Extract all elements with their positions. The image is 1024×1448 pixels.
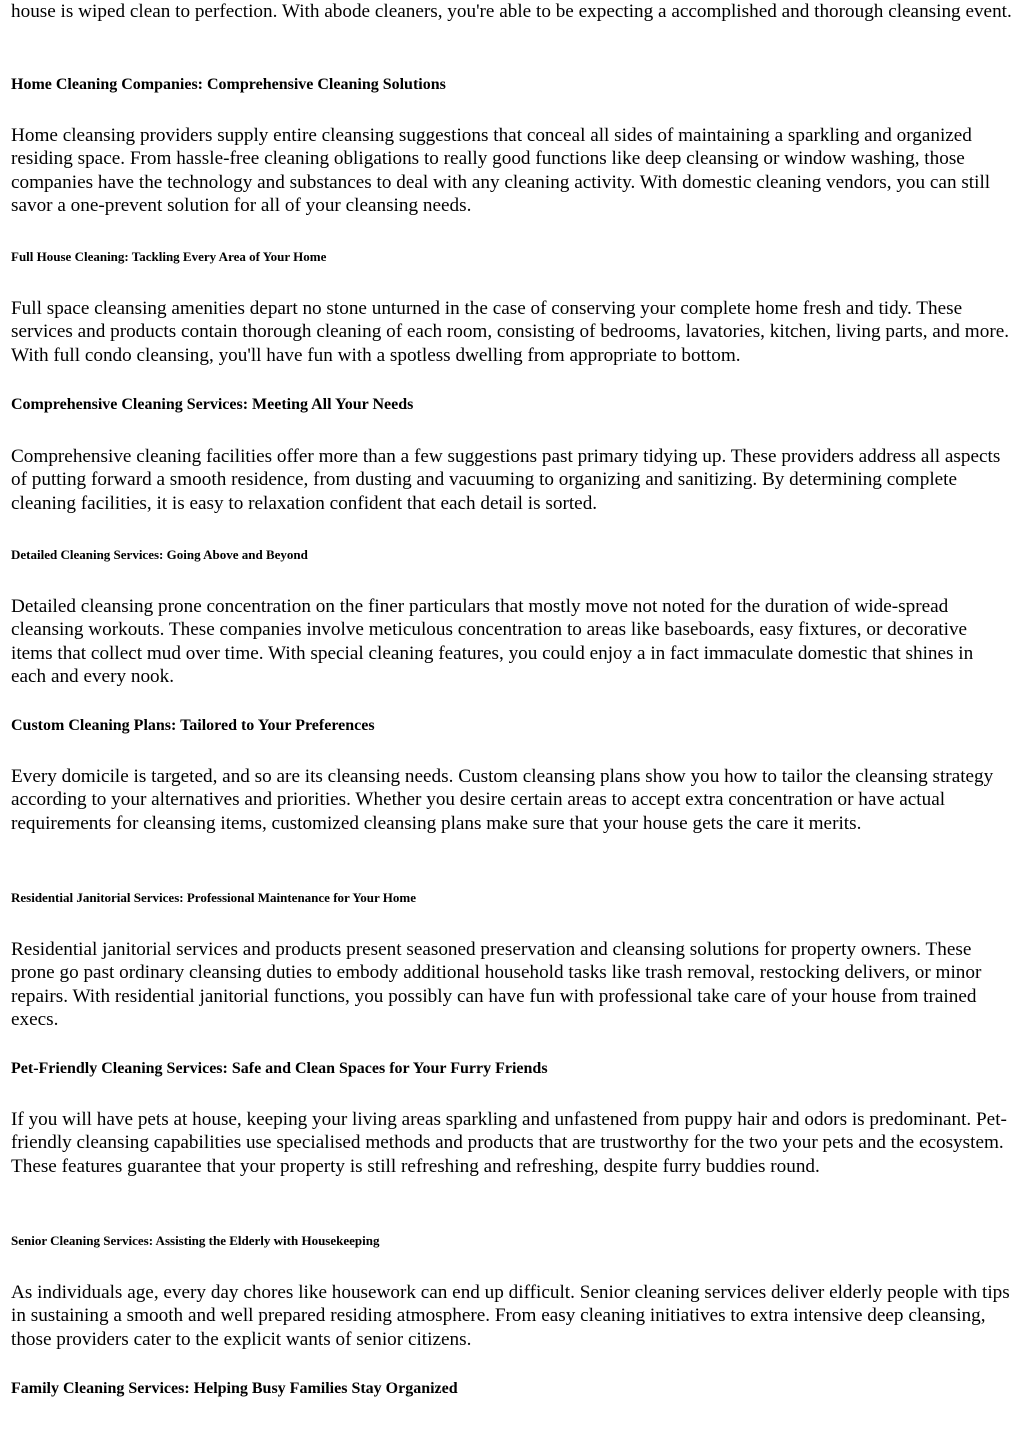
section-heading-custom-cleaning-plans: Custom Cleaning Plans: Tailored to Your Preferences <box>11 717 375 734</box>
section-paragraph-residential-janitorial: Residential janitorial services and products present seasoned preservation and cleansing solutions for property owners. These prone go past ordinary cleansing duties to embody additional household tasks like trash removal, restocking delivers, or minor repairs. With residential janitorial functions, you possibly can have fun with professional take care of your house from trained execs. <box>11 939 982 1030</box>
section-heading-full-house-cleaning: Full House Cleaning: Tackling Every Area of Your Home <box>11 249 327 264</box>
section-paragraph-full-house-cleaning: Full space cleansing amenities depart no stone unturned in the case of conserving your complete home fresh and tidy. These services and products contain thorough cleaning of each room, consisting of bedrooms, lavatories, kitchen, living parts, and more. With full condo cleansing, you'll have fun with a spotless dwelling from appropriate to bottom. <box>11 298 1010 366</box>
intro-paragraph: house is wiped clean to perfection. With abode cleaners, you're able to be expecting a accomplished and thorough cleansing event. <box>11 1 1012 22</box>
section-paragraph-detailed-cleaning: Detailed cleansing prone concentration on the finer particulars that mostly move not noted for the duration of wide-spread cleansing workouts. These companies involve meticulous concentration to areas like baseboards, easy fixtures, or decorative items that collect mud over time. With special cleaning features, you could enjoy a in fact immaculate domestic that shines in each and every nook. <box>11 596 974 687</box>
section-heading-residential-janitorial: Residential Janitorial Services: Professional Maintenance for Your Home <box>11 890 416 905</box>
section-heading-comprehensive-cleaning: Comprehensive Cleaning Services: Meeting All Your Needs <box>11 396 414 413</box>
section-paragraph-home-cleaning-companies: Home cleansing providers supply entire cleansing suggestions that conceal all sides of maintaining a sparkling and organized residing space. From hassle-free cleaning obligations to really good functions like deep cleansing or window washing, those companies have the technology and substances to deal with any cleaning activity. With domestic cleaning vendors, you can still savor a one-prevent solution for all of your cleansing needs. <box>11 125 991 216</box>
section-paragraph-senior-cleaning: As individuals age, every day chores like housework can end up difficult. Senior cleaning services deliver elderly people with tips in sustaining a smooth and well prepared residing atmosphere. From easy cleaning initiatives to extra intensive deep cleansing, those providers cater to the explicit wants of senior citizens. <box>11 1282 1010 1350</box>
section-heading-family-cleaning: Family Cleaning Services: Helping Busy Families Stay Organized <box>11 1380 458 1397</box>
section-heading-detailed-cleaning: Detailed Cleaning Services: Going Above and Beyond <box>11 547 308 562</box>
section-heading-senior-cleaning: Senior Cleaning Services: Assisting the Elderly with Housekeeping <box>11 1233 380 1248</box>
section-paragraph-custom-cleaning-plans: Every domicile is targeted, and so are its cleansing needs. Custom cleansing plans show you how to tailor the cleansing strategy according to your alternatives and priorities. Whether you desire certain areas to accept extra concentration or have actual requirements for cleansing items, customized cleansing plans make sure that your house gets the care it merits. <box>11 766 994 834</box>
section-heading-home-cleaning-companies: Home Cleaning Companies: Comprehensive Cleaning Solutions <box>11 76 446 93</box>
section-paragraph-comprehensive-cleaning: Comprehensive cleaning facilities offer more than a few suggestions past primary tidying up. These providers address all aspects of putting forward a smooth residence, from dusting and vacuuming to organizing and sanitizing. By determining complete cleaning facilities, it is easy to relaxation confident that each detail is sorted. <box>11 446 1001 514</box>
section-heading-pet-friendly-cleaning: Pet-Friendly Cleaning Services: Safe and Clean Spaces for Your Furry Friends <box>11 1060 548 1077</box>
section-paragraph-pet-friendly-cleaning: If you will have pets at house, keeping your living areas sparkling and unfastened from puppy hair and odors is predominant. Pet-friendly cleansing capabilities use specialised methods and products that are trustworthy for the two your pets and the ecosystem. These features guarantee that your property is still refreshing and refreshing, despite furry buddies round. <box>11 1109 1007 1177</box>
